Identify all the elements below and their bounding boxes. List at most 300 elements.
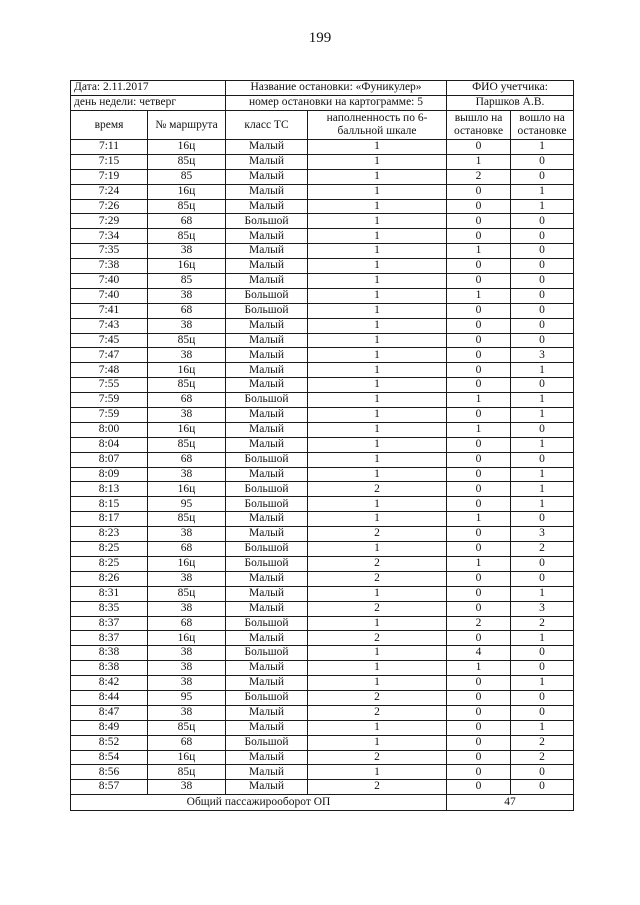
alighted-cell: 0 [447, 586, 511, 601]
boarded-cell: 1 [511, 393, 574, 408]
route-cell: 85ц [148, 586, 226, 601]
fullness-cell: 1 [308, 318, 447, 333]
alighted-cell: 0 [447, 184, 511, 199]
boarded-cell: 0 [511, 571, 574, 586]
time-cell: 8:15 [71, 497, 148, 512]
fullness-cell: 1 [308, 154, 447, 169]
fullness-cell: 1 [308, 422, 447, 437]
route-cell: 85ц [148, 229, 226, 244]
vehicle-class-cell: Малый [226, 199, 308, 214]
vehicle-class-cell: Большой [226, 452, 308, 467]
alighted-cell: 0 [447, 542, 511, 557]
time-cell: 8:47 [71, 705, 148, 720]
fullness-cell: 1 [308, 586, 447, 601]
boarded-cell: 3 [511, 601, 574, 616]
route-cell: 85ц [148, 333, 226, 348]
time-cell: 7:55 [71, 378, 148, 393]
vehicle-class-cell: Большой [226, 556, 308, 571]
alighted-cell: 1 [447, 661, 511, 676]
vehicle-class-cell: Малый [226, 437, 308, 452]
counter-label-cell: ФИО учетчика: [447, 81, 574, 96]
time-cell: 7:35 [71, 244, 148, 259]
fullness-cell: 1 [308, 661, 447, 676]
fullness-cell: 1 [308, 646, 447, 661]
boarded-cell: 0 [511, 303, 574, 318]
table-row [71, 765, 574, 780]
vehicle-class-cell: Большой [226, 690, 308, 705]
time-cell: 7:43 [71, 318, 148, 333]
route-cell: 85ц [148, 154, 226, 169]
time-cell: 8:57 [71, 780, 148, 795]
fullness-cell: 1 [308, 184, 447, 199]
fullness-cell: 2 [308, 780, 447, 795]
time-cell: 8:31 [71, 586, 148, 601]
fullness-cell: 1 [308, 720, 447, 735]
header-info-row-1 [71, 81, 574, 96]
route-cell: 38 [148, 705, 226, 720]
column-header-row [71, 111, 574, 140]
alighted-cell: 1 [447, 422, 511, 437]
table-row [71, 571, 574, 586]
vehicle-class-cell: Большой [226, 616, 308, 631]
fullness-cell: 2 [308, 690, 447, 705]
boarded-cell: 1 [511, 482, 574, 497]
vehicle-class-cell: Малый [226, 348, 308, 363]
boarded-cell: 2 [511, 750, 574, 765]
time-cell: 8:42 [71, 676, 148, 691]
fullness-cell: 2 [308, 556, 447, 571]
table-row [71, 348, 574, 363]
vehicle-class-cell: Большой [226, 303, 308, 318]
time-cell: 7:24 [71, 184, 148, 199]
route-cell: 68 [148, 452, 226, 467]
alighted-cell: 1 [447, 154, 511, 169]
stop-number-cell: номер остановки на картограмме: 5 [226, 96, 447, 111]
time-cell: 8:56 [71, 765, 148, 780]
vehicle-class-cell: Большой [226, 214, 308, 229]
table-row [71, 214, 574, 229]
route-cell: 68 [148, 735, 226, 750]
fullness-cell: 2 [308, 631, 447, 646]
alighted-cell: 0 [447, 452, 511, 467]
table-row [71, 452, 574, 467]
vehicle-class-cell: Малый [226, 244, 308, 259]
route-cell: 85ц [148, 199, 226, 214]
boarded-cell: 0 [511, 661, 574, 676]
alighted-cell: 0 [447, 467, 511, 482]
table-row [71, 140, 574, 155]
fullness-cell: 1 [308, 214, 447, 229]
route-cell: 16ц [148, 631, 226, 646]
column-header-boarded: вошло на остановке [511, 111, 574, 140]
fullness-cell: 1 [308, 288, 447, 303]
table-row [71, 720, 574, 735]
alighted-cell: 0 [447, 348, 511, 363]
boarded-cell: 2 [511, 616, 574, 631]
time-cell: 8:25 [71, 542, 148, 557]
table-row [71, 154, 574, 169]
time-cell: 8:44 [71, 690, 148, 705]
boarded-cell: 0 [511, 556, 574, 571]
alighted-cell: 4 [447, 646, 511, 661]
vehicle-class-cell: Малый [226, 408, 308, 423]
boarded-cell: 0 [511, 318, 574, 333]
alighted-cell: 0 [447, 780, 511, 795]
boarded-cell: 2 [511, 542, 574, 557]
boarded-cell: 0 [511, 274, 574, 289]
fullness-cell: 1 [308, 512, 447, 527]
vehicle-class-cell: Малый [226, 780, 308, 795]
table-row [71, 408, 574, 423]
table-row [71, 229, 574, 244]
fullness-cell: 1 [308, 348, 447, 363]
time-cell: 8:54 [71, 750, 148, 765]
alighted-cell: 0 [447, 259, 511, 274]
boarded-cell: 0 [511, 214, 574, 229]
table-row [71, 705, 574, 720]
table-row [71, 363, 574, 378]
alighted-cell: 1 [447, 512, 511, 527]
vehicle-class-cell: Большой [226, 735, 308, 750]
vehicle-class-cell: Малый [226, 467, 308, 482]
vehicle-class-cell: Большой [226, 393, 308, 408]
vehicle-class-cell: Малый [226, 184, 308, 199]
boarded-cell: 2 [511, 735, 574, 750]
alighted-cell: 0 [447, 631, 511, 646]
fullness-cell: 1 [308, 229, 447, 244]
time-cell: 8:37 [71, 631, 148, 646]
total-value-cell: 47 [447, 795, 574, 811]
route-cell: 16ц [148, 482, 226, 497]
time-cell: 8:26 [71, 571, 148, 586]
page-number: 199 [308, 30, 332, 46]
boarded-cell: 1 [511, 631, 574, 646]
table-row [71, 437, 574, 452]
column-header-route: № маршрута [148, 111, 226, 140]
alighted-cell: 0 [447, 690, 511, 705]
table-row [71, 259, 574, 274]
route-cell: 38 [148, 527, 226, 542]
time-cell: 7:41 [71, 303, 148, 318]
alighted-cell: 0 [447, 303, 511, 318]
table-row [71, 169, 574, 184]
alighted-cell: 0 [447, 705, 511, 720]
fullness-cell: 1 [308, 274, 447, 289]
table-row [71, 556, 574, 571]
table-row [71, 631, 574, 646]
passenger-count-table [70, 80, 574, 811]
table-row [71, 690, 574, 705]
fullness-cell: 1 [308, 199, 447, 214]
boarded-cell: 0 [511, 229, 574, 244]
route-cell: 85ц [148, 720, 226, 735]
time-cell: 7:15 [71, 154, 148, 169]
route-cell: 95 [148, 497, 226, 512]
route-cell: 38 [148, 348, 226, 363]
time-cell: 7:34 [71, 229, 148, 244]
vehicle-class-cell: Малый [226, 333, 308, 348]
time-cell: 8:38 [71, 661, 148, 676]
route-cell: 68 [148, 303, 226, 318]
alighted-cell: 0 [447, 527, 511, 542]
vehicle-class-cell: Большой [226, 542, 308, 557]
vehicle-class-cell: Малый [226, 676, 308, 691]
vehicle-class-cell: Малый [226, 601, 308, 616]
time-cell: 8:17 [71, 512, 148, 527]
time-cell: 8:38 [71, 646, 148, 661]
table-row [71, 616, 574, 631]
table-row [71, 333, 574, 348]
time-cell: 7:48 [71, 363, 148, 378]
boarded-cell: 1 [511, 408, 574, 423]
boarded-cell: 1 [511, 140, 574, 155]
alighted-cell: 0 [447, 378, 511, 393]
fullness-cell: 1 [308, 378, 447, 393]
alighted-cell: 0 [447, 274, 511, 289]
table-row [71, 482, 574, 497]
time-cell: 8:37 [71, 616, 148, 631]
fullness-cell: 1 [308, 140, 447, 155]
weekday-cell: день недели: четверг [71, 96, 226, 111]
boarded-cell: 0 [511, 333, 574, 348]
fullness-cell: 1 [308, 333, 447, 348]
vehicle-class-cell: Малый [226, 631, 308, 646]
time-cell: 7:29 [71, 214, 148, 229]
table-row [71, 676, 574, 691]
vehicle-class-cell: Большой [226, 646, 308, 661]
alighted-cell: 0 [447, 363, 511, 378]
route-cell: 38 [148, 244, 226, 259]
fullness-cell: 1 [308, 363, 447, 378]
table-row [71, 497, 574, 512]
route-cell: 38 [148, 601, 226, 616]
boarded-cell: 1 [511, 437, 574, 452]
time-cell: 8:35 [71, 601, 148, 616]
table-row [71, 646, 574, 661]
fullness-cell: 1 [308, 467, 447, 482]
alighted-cell: 0 [447, 318, 511, 333]
alighted-cell: 1 [447, 556, 511, 571]
time-cell: 7:38 [71, 259, 148, 274]
column-header-fullness: наполненность по 6-балльной шкале [308, 111, 447, 140]
fullness-cell: 1 [308, 408, 447, 423]
route-cell: 85ц [148, 378, 226, 393]
vehicle-class-cell: Большой [226, 288, 308, 303]
boarded-cell: 1 [511, 720, 574, 735]
route-cell: 38 [148, 288, 226, 303]
alighted-cell: 0 [447, 408, 511, 423]
boarded-cell: 3 [511, 348, 574, 363]
route-cell: 85 [148, 169, 226, 184]
fullness-cell: 1 [308, 437, 447, 452]
column-header-vehicle-class: класс ТС [226, 111, 308, 140]
table-body [71, 81, 574, 795]
alighted-cell: 0 [447, 750, 511, 765]
route-cell: 38 [148, 467, 226, 482]
alighted-cell: 0 [447, 482, 511, 497]
column-header-alighted: вышло на остановке [447, 111, 511, 140]
table-row [71, 199, 574, 214]
table-row [71, 542, 574, 557]
fullness-cell: 1 [308, 393, 447, 408]
vehicle-class-cell: Малый [226, 750, 308, 765]
route-cell: 85 [148, 274, 226, 289]
route-cell: 16ц [148, 556, 226, 571]
route-cell: 16ц [148, 184, 226, 199]
fullness-cell: 1 [308, 244, 447, 259]
alighted-cell: 0 [447, 765, 511, 780]
boarded-cell: 1 [511, 467, 574, 482]
table-row [71, 467, 574, 482]
boarded-cell: 0 [511, 765, 574, 780]
time-cell: 8:52 [71, 735, 148, 750]
table-row [71, 378, 574, 393]
alighted-cell: 0 [447, 199, 511, 214]
alighted-cell: 2 [447, 169, 511, 184]
boarded-cell: 1 [511, 676, 574, 691]
route-cell: 16ц [148, 750, 226, 765]
total-label-cell: Общий пассажирооборот ОП [71, 795, 447, 811]
time-cell: 8:04 [71, 437, 148, 452]
vehicle-class-cell: Малый [226, 422, 308, 437]
route-cell: 85ц [148, 765, 226, 780]
boarded-cell: 0 [511, 422, 574, 437]
boarded-cell: 0 [511, 154, 574, 169]
boarded-cell: 0 [511, 512, 574, 527]
boarded-cell: 1 [511, 497, 574, 512]
time-cell: 7:11 [71, 140, 148, 155]
time-cell: 8:09 [71, 467, 148, 482]
alighted-cell: 0 [447, 333, 511, 348]
time-cell: 7:47 [71, 348, 148, 363]
table-row [71, 527, 574, 542]
alighted-cell: 0 [447, 140, 511, 155]
boarded-cell: 0 [511, 705, 574, 720]
vehicle-class-cell: Малый [226, 720, 308, 735]
vehicle-class-cell: Малый [226, 661, 308, 676]
fullness-cell: 1 [308, 259, 447, 274]
boarded-cell: 0 [511, 288, 574, 303]
table-row [71, 735, 574, 750]
alighted-cell: 0 [447, 601, 511, 616]
vehicle-class-cell: Малый [226, 259, 308, 274]
fullness-cell: 2 [308, 571, 447, 586]
fullness-cell: 2 [308, 601, 447, 616]
boarded-cell: 0 [511, 452, 574, 467]
table-row [71, 244, 574, 259]
time-cell: 8:00 [71, 422, 148, 437]
route-cell: 38 [148, 571, 226, 586]
time-cell: 7:26 [71, 199, 148, 214]
time-cell: 7:40 [71, 288, 148, 303]
vehicle-class-cell: Малый [226, 765, 308, 780]
vehicle-class-cell: Малый [226, 154, 308, 169]
vehicle-class-cell: Малый [226, 140, 308, 155]
fullness-cell: 1 [308, 735, 447, 750]
route-cell: 38 [148, 408, 226, 423]
fullness-cell: 1 [308, 616, 447, 631]
vehicle-class-cell: Малый [226, 586, 308, 601]
boarded-cell: 1 [511, 586, 574, 601]
vehicle-class-cell: Малый [226, 363, 308, 378]
time-cell: 7:19 [71, 169, 148, 184]
vehicle-class-cell: Малый [226, 512, 308, 527]
boarded-cell: 1 [511, 199, 574, 214]
time-cell: 8:07 [71, 452, 148, 467]
alighted-cell: 1 [447, 244, 511, 259]
boarded-cell: 0 [511, 259, 574, 274]
fullness-cell: 2 [308, 705, 447, 720]
boarded-cell: 1 [511, 363, 574, 378]
time-cell: 8:13 [71, 482, 148, 497]
boarded-cell: 0 [511, 169, 574, 184]
alighted-cell: 0 [447, 497, 511, 512]
route-cell: 38 [148, 661, 226, 676]
vehicle-class-cell: Малый [226, 318, 308, 333]
table-row [71, 393, 574, 408]
route-cell: 68 [148, 214, 226, 229]
route-cell: 68 [148, 616, 226, 631]
vehicle-class-cell: Малый [226, 527, 308, 542]
vehicle-class-cell: Малый [226, 705, 308, 720]
alighted-cell: 0 [447, 437, 511, 452]
vehicle-class-cell: Малый [226, 378, 308, 393]
route-cell: 16ц [148, 363, 226, 378]
route-cell: 95 [148, 690, 226, 705]
route-cell: 85ц [148, 512, 226, 527]
alighted-cell: 0 [447, 229, 511, 244]
table-row [71, 601, 574, 616]
boarded-cell: 0 [511, 780, 574, 795]
route-cell: 68 [148, 393, 226, 408]
alighted-cell: 2 [447, 616, 511, 631]
alighted-cell: 0 [447, 735, 511, 750]
table-row [71, 780, 574, 795]
counter-name-cell: Паршков А.В. [447, 96, 574, 111]
time-cell: 8:49 [71, 720, 148, 735]
route-cell: 16ц [148, 422, 226, 437]
route-cell: 38 [148, 780, 226, 795]
fullness-cell: 1 [308, 676, 447, 691]
fullness-cell: 1 [308, 497, 447, 512]
table-row [71, 750, 574, 765]
fullness-cell: 2 [308, 750, 447, 765]
vehicle-class-cell: Большой [226, 482, 308, 497]
vehicle-class-cell: Большой [226, 497, 308, 512]
vehicle-class-cell: Малый [226, 274, 308, 289]
vehicle-class-cell: Малый [226, 229, 308, 244]
boarded-cell: 0 [511, 378, 574, 393]
boarded-cell: 0 [511, 646, 574, 661]
alighted-cell: 0 [447, 571, 511, 586]
alighted-cell: 1 [447, 288, 511, 303]
time-cell: 7:40 [71, 274, 148, 289]
fullness-cell: 2 [308, 482, 447, 497]
time-cell: 7:45 [71, 333, 148, 348]
route-cell: 38 [148, 646, 226, 661]
route-cell: 16ц [148, 140, 226, 155]
header-info-row-2 [71, 96, 574, 111]
route-cell: 85ц [148, 437, 226, 452]
table-row [71, 274, 574, 289]
boarded-cell: 1 [511, 184, 574, 199]
alighted-cell: 0 [447, 720, 511, 735]
fullness-cell: 1 [308, 542, 447, 557]
column-header-time: время [71, 111, 148, 140]
alighted-cell: 0 [447, 214, 511, 229]
route-cell: 38 [148, 318, 226, 333]
fullness-cell: 1 [308, 765, 447, 780]
